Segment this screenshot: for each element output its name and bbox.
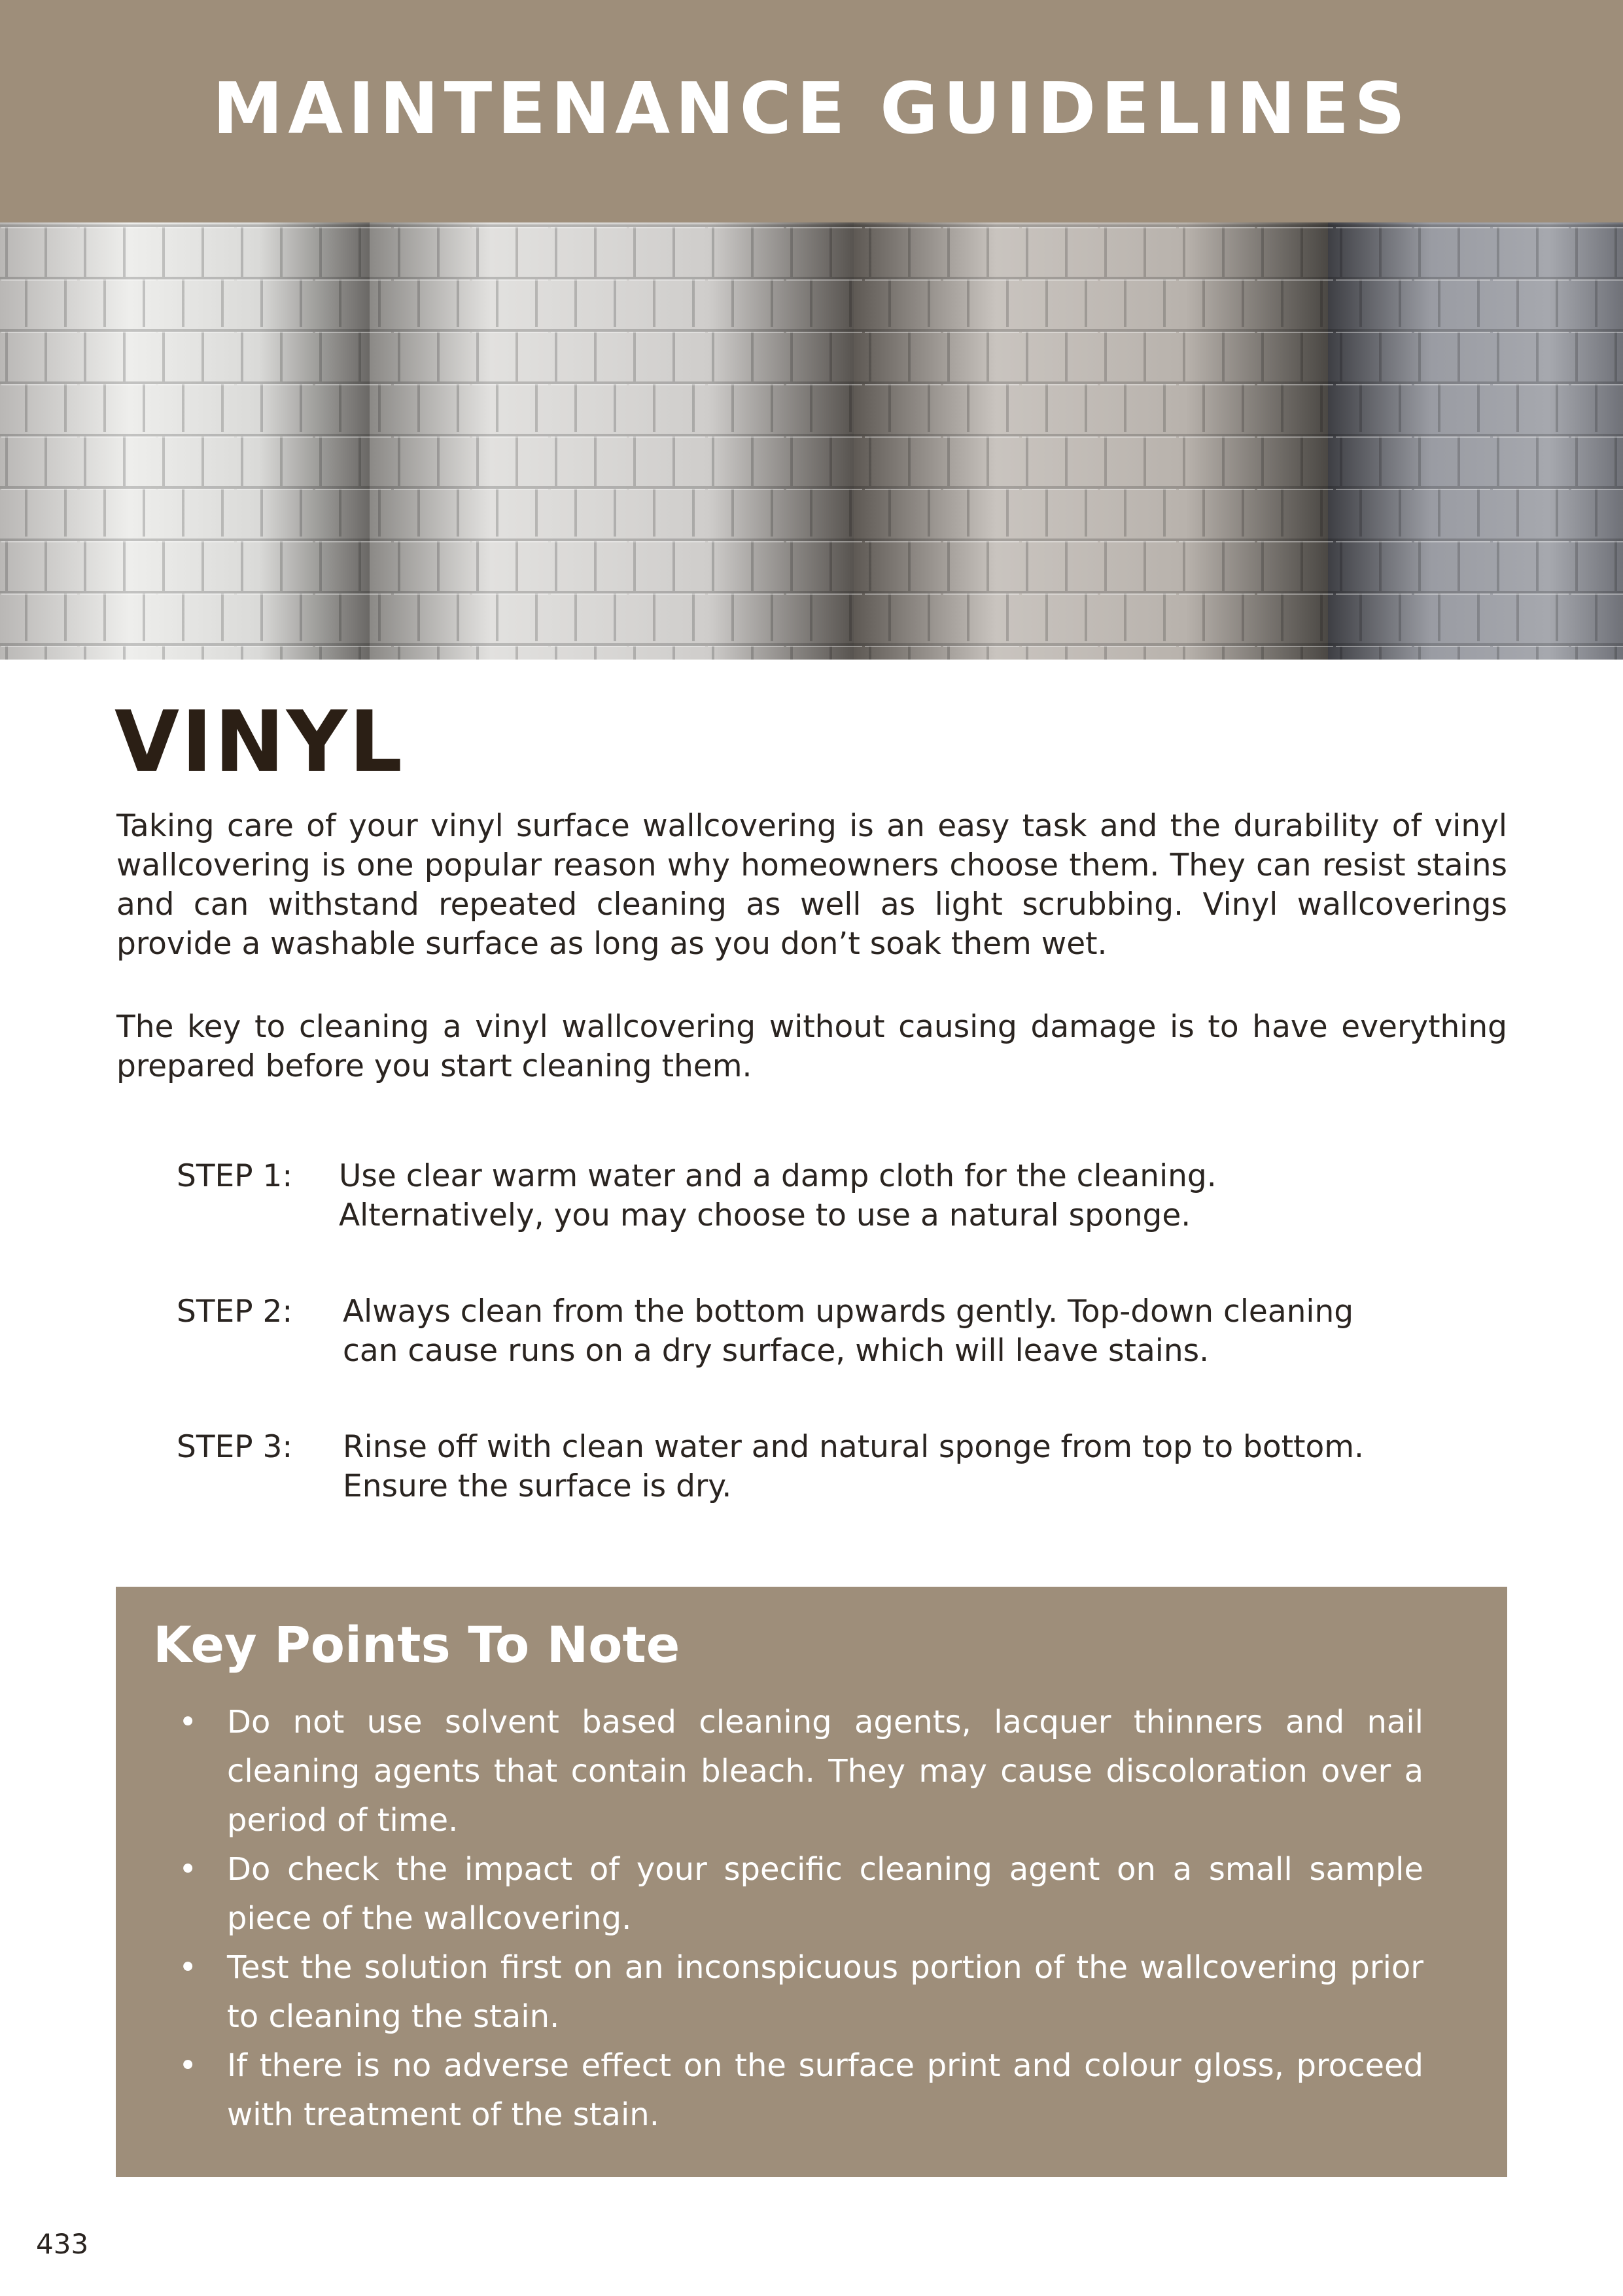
step-label: STEP 1: bbox=[177, 1158, 293, 1194]
page-title: MAINTENANCE GUIDELINES bbox=[213, 67, 1410, 150]
bullet-icon: • bbox=[179, 1704, 198, 1740]
key-points-title: Key Points To Note bbox=[153, 1616, 680, 1674]
step-text: Always clean from the bottom upwards gently. Top-down cleaning can cause runs on a dry surface, which will leave stains. bbox=[343, 1294, 1354, 1369]
step-text: Use clear warm water and a damp cloth for the cleaning. Alternatively, you may choose to use a natural sponge. bbox=[339, 1158, 1217, 1233]
page-number: 433 bbox=[36, 2228, 89, 2260]
list-item bbox=[116, 1698, 1507, 1845]
header-band bbox=[0, 0, 1623, 222]
intro-paragraph: Taking care of your vinyl surface wallcovering is an easy task and the durability of vinyl wallcovering is one popular reason why homeowners choose them. They can resist stains and can withstand repeated cleaning as well as light scrubbing. Vinyl wallcoverings provide a washable surface as long as you don’t soak them wet. bbox=[116, 808, 1507, 962]
list-item bbox=[116, 2041, 1507, 2140]
key-points-list bbox=[116, 1698, 1507, 2140]
bullet-icon: • bbox=[179, 1851, 198, 1888]
key-point-text: If there is no adverse effect on the surface print and colour gloss, proceed with treatment of the stain. bbox=[227, 2047, 1423, 2133]
step-label: STEP 2: bbox=[177, 1294, 293, 1330]
key-point-text: Do not use solvent based cleaning agents, lacquer thinners and nail cleaning agents that contain bleach. They may cause discoloration over a period of time. bbox=[227, 1704, 1423, 1839]
step-text: Rinse off with clean water and natural sponge from top to bottom. Ensure the surface is dry. bbox=[343, 1429, 1364, 1504]
vinyl-wallcovering-rolls-photo bbox=[0, 222, 1623, 660]
list-item bbox=[116, 1943, 1507, 2041]
key-point-text: Test the solution first on an inconspicuous portion of the wallcovering prior to cleaning the stain. bbox=[227, 1949, 1423, 2035]
bullet-icon: • bbox=[179, 1949, 198, 1986]
bullet-icon: • bbox=[179, 2047, 198, 2084]
key-points-box bbox=[116, 1587, 1507, 2177]
key-point-text: Do check the impact of your specific cleaning agent on a small sample piece of the wallcovering. bbox=[227, 1851, 1423, 1937]
key-cleaning-paragraph: The key to cleaning a vinyl wallcovering without causing damage is to have everything prepared before you start cleaning them. bbox=[116, 1009, 1507, 1084]
step-label: STEP 3: bbox=[177, 1429, 293, 1465]
section-title: VINYL bbox=[114, 694, 405, 791]
list-item bbox=[116, 1845, 1507, 1943]
